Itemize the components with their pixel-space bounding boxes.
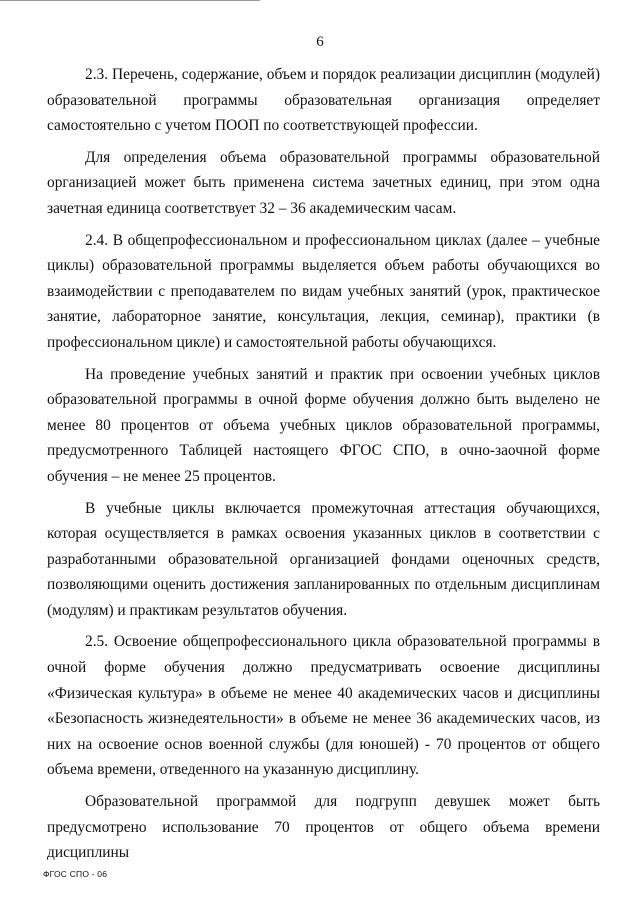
paragraph-class-hours: На проведение учебных занятий и практик при освоении учебных циклов образовательной программы в очной форме обучения должно быть выделено не менее 80 процентов от объема учебных циклов образовательной программы, предусмотренного Таблицей настоящего ФГОС СПО, в очно-заочной форме обучения – не менее 25 процентов. <box>47 365 600 485</box>
paragraph-2-3: 2.3. Перечень, содержание, объем и порядок реализации дисциплин (модулей) образовательной программы образовательная организация определяет самостоятельно с учетом ПООП по соответствующей профессии. <box>47 66 600 135</box>
paragraph-2-5: 2.5. Освоение общепрофессионального цикла образовательной программы в очной форме обучения должно предусматривать освоение дисциплины «Физическая культура» в объеме не менее 40 академических часов и дисциплины «Безопасность жизнедеятельности» в объеме не менее 36 академических часов, из них на освоение основ военной службы (для юношей) - 70 процентов от общего объема времени, отведенного на указанную дисциплину. <box>47 633 600 779</box>
paragraph-2-4: 2.4. В общепрофессиональном и профессиональном циклах (далее – учебные циклы) образовательной программы выделяется объем работы обучающихся во взаимодействии с преподавателем по видам учебных занятий (урок, практическое занятие, лабораторное занятие, консультация, лекция, семинар), практики (в профессиональном цикле) и самостоятельной работы обучающихся. <box>47 231 600 351</box>
document-body <box>47 62 600 866</box>
paragraph-credit-units: Для определения объема образовательной программы образовательной организацией может быть применена система зачетных единиц, при этом одна зачетная единица соответствует 32 – 36 академическим часам. <box>47 148 600 217</box>
page-number: 6 <box>316 34 324 50</box>
footer-doc-code: ФГОС СПО - 06 <box>43 869 108 879</box>
paragraph-attestation: В учебные циклы включается промежуточная аттестация обучающихся, которая осуществляется в рамках освоения указанных циклов в соответствии с разработанными образовательной организацией фондами оценочных средств, позволяющими оценить достижения запланированных по отдельным дисциплинам (модулям) и практикам результатов обучения. <box>47 499 600 619</box>
paragraph-girls-subgroups: Образовательной программой для подгрупп девушек может быть предусмотрено использование 70 процентов от общего объема времени дисциплины <box>47 793 600 862</box>
top-rule <box>0 0 260 1</box>
